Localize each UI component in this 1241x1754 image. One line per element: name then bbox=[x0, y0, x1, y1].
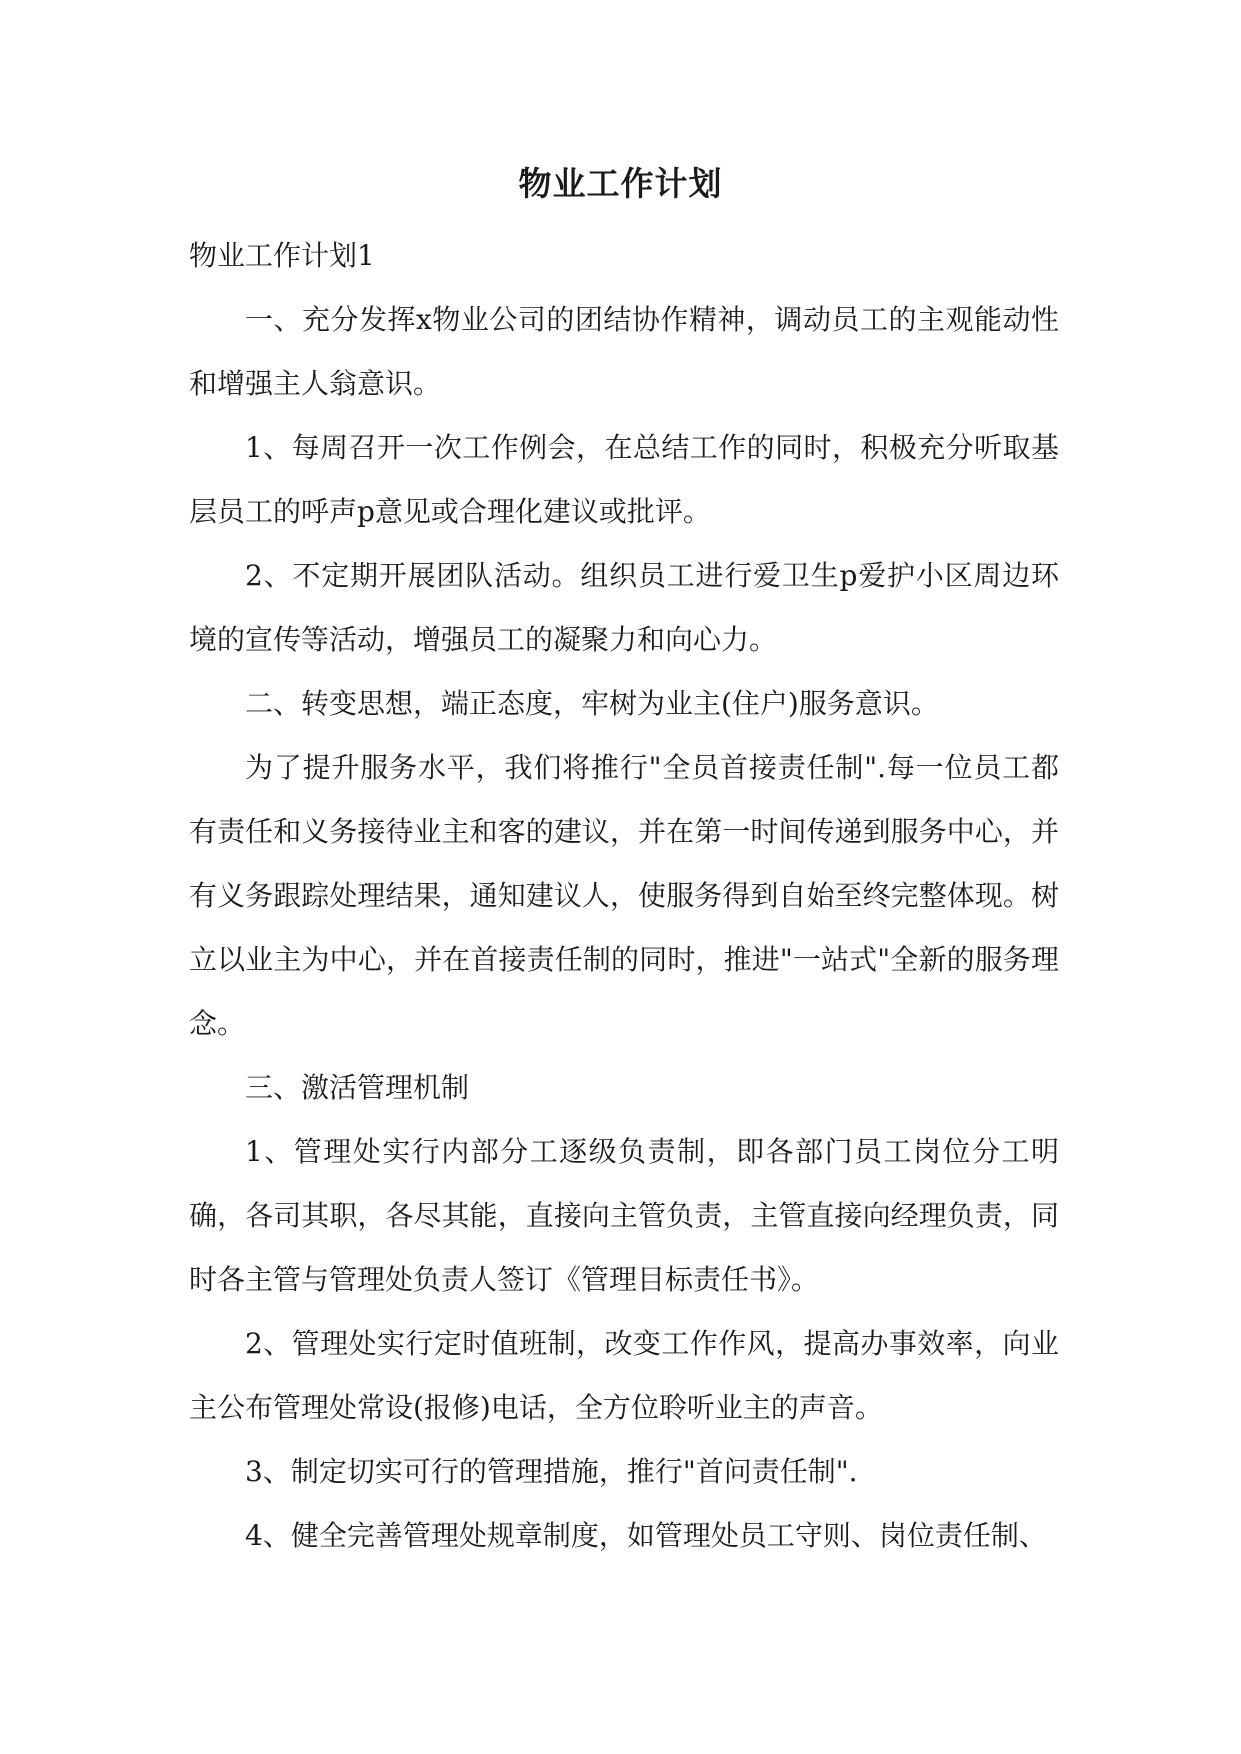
document-title: 物业工作计划 bbox=[518, 164, 723, 203]
paragraph: 1、每周召开一次工作例会，在总结工作的同时，积极充分听取基层员工的呼声p意见或合理化建议或批评。 bbox=[189, 431, 1059, 528]
paragraph: 一、充分发挥x物业公司的团结协作精神，调动员工的主观能动性和增强主人翁意识。 bbox=[189, 303, 1059, 400]
paragraph: 2、不定期开展团队活动。组织员工进行爱卫生p爱护小区周边环境的宣传等活动，增强员工的凝聚力和向心力。 bbox=[189, 559, 1059, 656]
section-subtitle: 物业工作计划1 bbox=[189, 239, 375, 272]
paragraph: 3、制定切实可行的管理措施，推行"首问责任制". bbox=[245, 1455, 858, 1488]
paragraph: 二、转变思想，端正态度，牢树为业主(住户)服务意识。 bbox=[245, 687, 939, 720]
paragraph: 三、激活管理机制 bbox=[245, 1071, 470, 1104]
paragraph: 1、管理处实行内部分工逐级负责制，即各部门员工岗位分工明确，各司其职，各尽其能，直接向主管负责，主管直接向经理负责，同时各主管与管理处负责人签订《管理目标责任书》。 bbox=[189, 1135, 1059, 1296]
paragraph: 为了提升服务水平，我们将推行"全员首接责任制".每一位员工都有责任和义务接待业主和客的建议，并在第一时间传递到服务中心，并有义务跟踪处理结果，通知建议人，使服务得到自始至终完整体现。树立以业主为中心，并在首接责任制的同时，推进"一站式"全新的服务理念。 bbox=[189, 751, 1059, 1040]
paragraph: 4、健全完善管理处规章制度，如管理处员工守则、岗位责任制、 bbox=[245, 1519, 1047, 1552]
paragraph: 2、管理处实行定时值班制，改变工作作风，提高办事效率，向业主公布管理处常设(报修)电话，全方位聆听业主的声音。 bbox=[189, 1327, 1059, 1424]
document-body bbox=[189, 224, 1059, 1568]
